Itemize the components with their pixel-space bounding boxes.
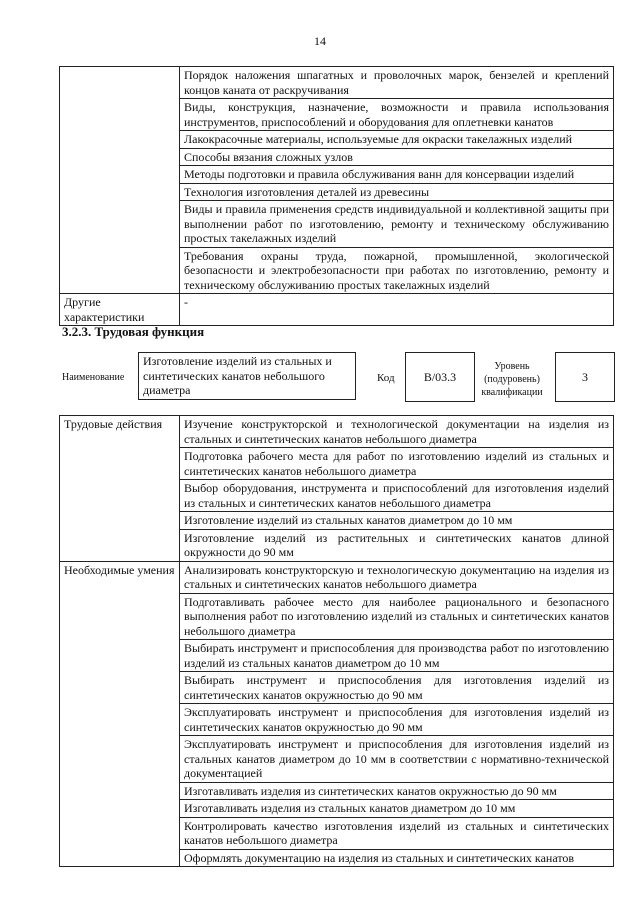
labor-action-item: Выбор оборудования, инструмента и приспособлений для изготовления изделий из стальных и синтетических канатов небольшого диаметра [180, 480, 614, 512]
name-label: Наименование [62, 372, 125, 383]
knowledge-table [59, 66, 614, 326]
skill-item: Выбирать инструмент и приспособления для изготовления изделий из синтетических канатов окружностью до 90 мм [180, 672, 614, 704]
labor-actions-label: Трудовые действия [60, 416, 180, 562]
function-name-box: Изготовление изделий из стальных и синтетических канатов небольшого диаметра [138, 352, 356, 400]
skill-item: Контролировать качество изготовления изделий из стальных и синтетических канатов небольшого диаметра [180, 817, 614, 849]
labor-action-item: Изучение конструкторской и технологической документации на изделия из стальных и синтетических канатов небольшого диаметра [180, 416, 614, 448]
page-number: 14 [314, 34, 326, 48]
knowledge-item: Виды и правила применения средств индивидуальной и коллективной защиты при выполнении работ по изготовлению, ремонту и техническому обслуживанию простых такелажных изделий [180, 201, 614, 248]
labor-action-item: Изготовление изделий из стальных канатов диаметром до 10 мм [180, 512, 614, 530]
code-value-box: В/03.3 [405, 352, 475, 402]
labor-action-item: Изготовление изделий из растительных и синтетических канатов длиной окружности до 90 мм [180, 529, 614, 561]
qualification-level-box: 3 [555, 352, 615, 402]
knowledge-item: Порядок наложения шпагатных и проволочных марок, бензелей и креплений концов каната от раскручивания [180, 67, 614, 99]
other-characteristics-value: - [180, 294, 614, 326]
qualification-level-label: Уровень (подуровень) квалификации [481, 361, 543, 398]
labor-function-table [59, 415, 614, 867]
knowledge-item: Требования охраны труда, пожарной, промышленной, экологической безопасности и электробезопасности при работах по изготовлению, ремонту и техническому обслуживанию простых такелажных изделий [180, 247, 614, 294]
skill-item: Подготавливать рабочее место для наиболее рационального и безопасного выполнения работ по изготовлению изделий из стальных и синтетических канатов небольшого диаметра [180, 593, 614, 640]
required-skills-label: Необходимые умения [60, 561, 180, 867]
skill-item: Выбирать инструмент и приспособления для производства работ по изготовлению изделий из стальных канатов диаметром до 10 мм [180, 640, 614, 672]
other-characteristics-label: Другие характеристики [60, 294, 180, 326]
section-title: 3.2.3. Трудовая функция [62, 324, 205, 339]
skill-item: Эксплуатировать инструмент и приспособления для изготовления изделий из стальных канатов диаметром до 10 мм в соответствии с нормативно-технической документацией [180, 736, 614, 783]
skill-item: Изготавливать изделия из стальных канатов диаметром до 10 мм [180, 800, 614, 818]
skill-item: Изготавливать изделия из синтетических канатов окружностью до 90 мм [180, 782, 614, 800]
labor-action-item: Подготовка рабочего места для работ по изготовлению изделий из стальных и синтетических канатов небольшого диаметра [180, 448, 614, 480]
empty-label-cell [60, 67, 180, 294]
table-row [60, 416, 614, 448]
table-row [60, 294, 614, 326]
skill-item: Оформлять документацию на изделия из стальных и синтетических канатов [180, 849, 614, 867]
knowledge-item: Виды, конструкция, назначение, возможности и правила использования инструментов, приспособлений и оборудования для оплетневки канатов [180, 99, 614, 131]
knowledge-item: Методы подготовки и правила обслуживания ванн для консервации изделий [180, 166, 614, 184]
knowledge-item: Способы вязания сложных узлов [180, 148, 614, 166]
table-row [60, 561, 614, 593]
knowledge-item: Лакокрасочные материалы, используемые для окраски такелажных изделий [180, 131, 614, 149]
skill-item: Эксплуатировать инструмент и приспособления для изготовления изделий из синтетических канатов окружностью до 90 мм [180, 704, 614, 736]
skill-item: Анализировать конструкторскую и технологическую документацию на изделия из стальных и синтетических канатов небольшого диаметра [180, 561, 614, 593]
table-row [60, 67, 614, 99]
knowledge-item: Технология изготовления деталей из древесины [180, 183, 614, 201]
code-label: Код [377, 372, 395, 384]
